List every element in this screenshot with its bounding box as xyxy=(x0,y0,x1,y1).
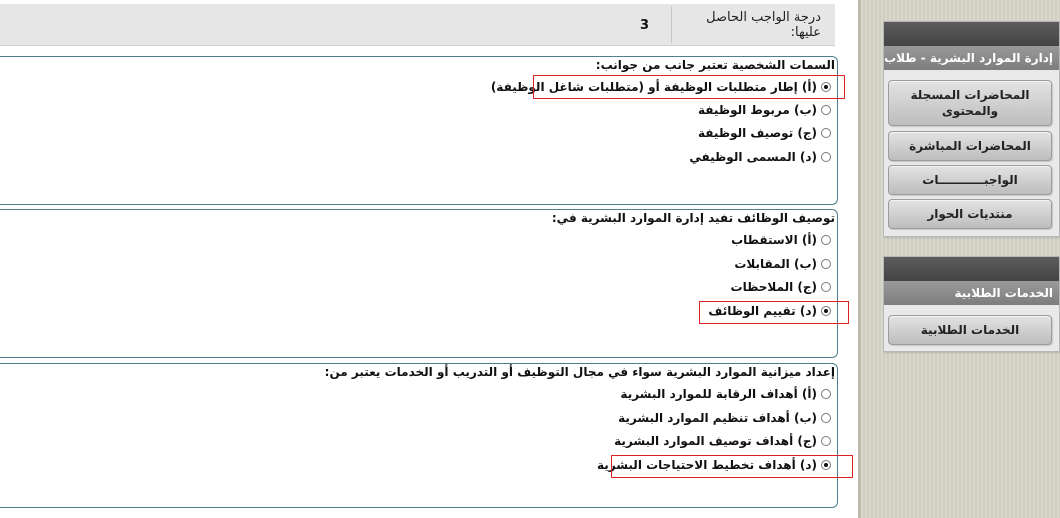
question-2-option-a[interactable] xyxy=(731,231,831,249)
question-3-option-b[interactable] xyxy=(618,409,831,427)
question-3-option-a[interactable] xyxy=(620,385,831,403)
course-panel xyxy=(883,21,1060,237)
radio-button[interactable] xyxy=(821,389,831,399)
question-2 xyxy=(0,209,838,358)
panel-header-bar xyxy=(884,22,1059,46)
course-panel-title: إدارة الموارد البشرية - طلاب xyxy=(884,46,1059,70)
live-lectures-button[interactable]: المحاضرات المباشرة xyxy=(888,131,1052,161)
question-1-option-c[interactable] xyxy=(698,124,831,142)
answer-highlight xyxy=(533,75,845,99)
question-1-text: السمات الشخصية تعتبر جانب من جوانب: xyxy=(595,58,835,72)
radio-button[interactable] xyxy=(821,105,831,115)
question-2-text: توصيف الوظائف تفيد إدارة الموارد البشرية في: xyxy=(551,211,835,225)
question-3-text: إعداد ميزانية الموارد البشرية سواء في مجال التوظيف أو التدريب أو الخدمات يعتبر من: xyxy=(324,365,835,379)
question-3-option-c[interactable] xyxy=(614,432,831,450)
question-2-option-c[interactable] xyxy=(731,278,831,296)
option-label: (ج) توصيف الوظيفة xyxy=(697,126,817,140)
option-label: (ج) الملاحظات xyxy=(730,280,817,294)
panel-header-bar xyxy=(884,257,1059,281)
option-label: (ب) المقابلات xyxy=(734,257,817,271)
radio-button[interactable] xyxy=(821,436,831,446)
question-1-option-d[interactable] xyxy=(689,148,831,166)
radio-button[interactable] xyxy=(821,282,831,292)
student-services-button[interactable]: الخدمات الطلابية xyxy=(888,315,1052,345)
grade-row xyxy=(0,4,835,46)
services-panel xyxy=(883,256,1060,352)
question-3 xyxy=(0,363,838,508)
option-label: (أ) إطار متطلبات الوظيفة أو (متطلبات شاغل الوظيفة) xyxy=(490,80,817,94)
recorded-lectures-button[interactable]: المحاضرات المسجلة والمحتوى xyxy=(888,80,1052,126)
option-label: (ج) أهداف توصيف الموارد البشرية xyxy=(614,434,817,448)
option-label: (أ) أهداف الرقابة للموارد البشرية xyxy=(620,387,817,401)
option-label: (د) المسمى الوظيفي xyxy=(689,150,817,164)
radio-button[interactable] xyxy=(821,235,831,245)
answer-highlight xyxy=(699,301,849,324)
question-2-option-b[interactable] xyxy=(734,255,831,273)
grade-label-cell xyxy=(671,6,831,43)
grade-label: درجة الواجب الحاصل عليها: xyxy=(706,9,821,40)
discussion-forums-button[interactable]: منتديات الحوار xyxy=(888,199,1052,229)
grade-value: 3 xyxy=(640,18,650,33)
sidebar xyxy=(858,0,1060,518)
answer-highlight xyxy=(611,455,853,478)
radio-button[interactable] xyxy=(821,128,831,138)
option-label: (ب) مربوط الوظيفة xyxy=(697,103,817,117)
option-label: (د) تقييم الوظائف xyxy=(708,304,817,318)
question-1-option-b[interactable] xyxy=(698,101,831,119)
services-panel-title: الخدمات الطلابية xyxy=(884,281,1059,305)
assignments-button[interactable]: الواجبـــــــــــات xyxy=(888,165,1052,195)
option-label: (د) أهداف تخطيط الاحتياجات البشرية xyxy=(596,458,817,472)
option-label: (أ) الاستقطاب xyxy=(731,233,817,247)
option-label: (ب) أهداف تنظيم الموارد البشرية xyxy=(618,411,817,425)
radio-button[interactable] xyxy=(821,413,831,423)
radio-button[interactable] xyxy=(821,152,831,162)
radio-button[interactable] xyxy=(821,259,831,269)
